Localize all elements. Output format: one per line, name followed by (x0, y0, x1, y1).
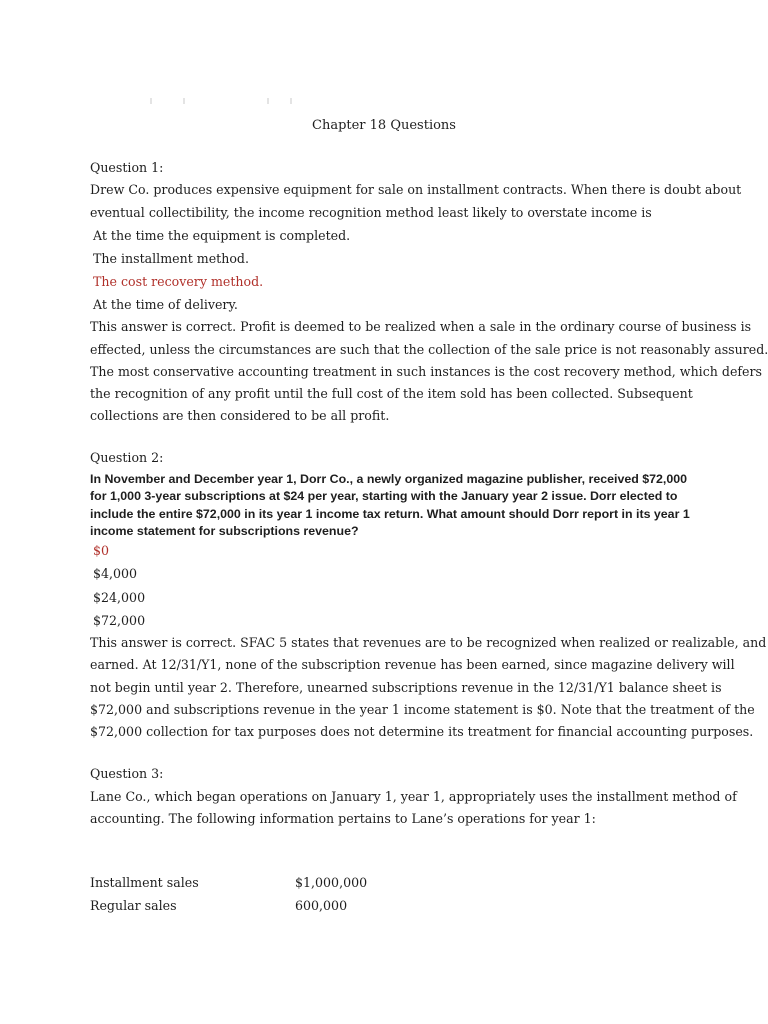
question-3-stem-line: Lane Co., which began operations on January 1, year 1, appropriately uses the installment method of (90, 789, 737, 804)
question-3-stem-line: accounting. The following information pertains to Lane’s operations for year 1: (90, 811, 596, 826)
question-1-stem-line: eventual collectibility, the income recognition method least likely to overstate income is (90, 205, 652, 220)
question-1-explanation-line: the recognition of any profit until the full cost of the item sold has been collected. Subsequent (90, 386, 693, 401)
question-2-explanation-line: This answer is correct. SFAC 5 states that revenues are to be recognized when realized or realizable, and (90, 635, 767, 650)
table-row-label: Installment sales (90, 875, 199, 890)
question-2-stem-line: In November and December year 1, Dorr Co., a newly organized magazine publisher, received $72,000 (90, 472, 688, 486)
question-1-option-d: At the time of delivery. (93, 297, 238, 312)
question-2-stem-line: income statement for subscriptions revenue? (90, 524, 359, 538)
question-1-stem-line: Drew Co. produces expensive equipment for sale on installment contracts. When there is doubt about (90, 182, 742, 197)
table-row-label: Regular sales (90, 898, 177, 913)
question-1-explanation-line: collections are then considered to be all profit. (90, 408, 390, 423)
question-2-explanation-line: $72,000 collection for tax purposes does not determine its treatment for financial accounting purposes. (90, 724, 754, 739)
question-1-option-c-correct: The cost recovery method. (93, 274, 264, 289)
question-2-explanation-line: earned. At 12/31/Y1, none of the subscription revenue has been earned, since magazine delivery will (90, 657, 735, 672)
question-1-option-a: At the time the equipment is completed. (93, 228, 351, 243)
table-row-value: 600,000 (295, 898, 348, 913)
question-1-heading: Question 1: (90, 160, 164, 175)
question-2-option-b: $4,000 (93, 566, 138, 581)
question-2-stem-line: for 1,000 3-year subscriptions at $24 per year, starting with the January year 2 issue. Dorr elected to (90, 489, 678, 503)
question-1-option-b: The installment method. (93, 251, 249, 266)
faint-header-marks (95, 96, 305, 108)
question-2-option-a-correct: $0 (93, 543, 110, 558)
question-2-heading: Question 2: (90, 450, 164, 465)
question-2-explanation-line: $72,000 and subscriptions revenue in the year 1 income statement is $0. Note that the treatment of the (90, 702, 755, 717)
question-2-stem-line: include the entire $72,000 in its year 1 income tax return. What amount should Dorr report in its year 1 (90, 507, 690, 521)
question-2-option-d: $72,000 (93, 613, 146, 628)
question-2-explanation-line: not begin until year 2. Therefore, unearned subscriptions revenue in the 12/31/Y1 balance sheet is (90, 680, 722, 695)
question-1-explanation-line: effected, unless the circumstances are such that the collection of the sale price is not reasonably assured. (90, 342, 768, 357)
table-row-value: $1,000,000 (295, 875, 368, 890)
page-title: Chapter 18 Questions (312, 118, 456, 133)
question-1-explanation-line: The most conservative accounting treatment in such instances is the cost recovery method, which defers (90, 364, 762, 379)
question-3-heading: Question 3: (90, 766, 164, 781)
question-1-explanation-line: This answer is correct. Profit is deemed to be realized when a sale in the ordinary course of business is (90, 319, 752, 334)
question-2-option-c: $24,000 (93, 590, 146, 605)
